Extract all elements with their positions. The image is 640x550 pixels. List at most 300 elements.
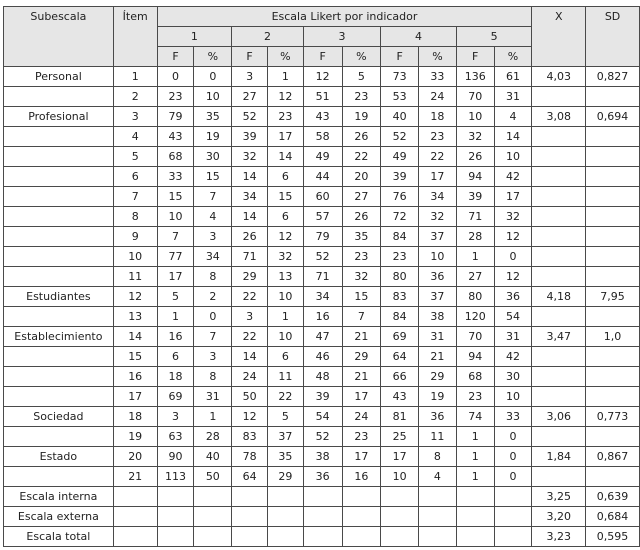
pct-cell-3: 16 [342, 467, 381, 487]
freq-cell-5: 120 [456, 307, 494, 327]
freq-cell-4: 84 [381, 227, 419, 247]
mean-cell: 1,84 [532, 447, 586, 467]
pct-cell-3: 35 [342, 227, 381, 247]
pct-cell-1: 3 [194, 347, 232, 367]
pct-cell-2: 1 [267, 67, 303, 87]
pct-cell-4: 11 [419, 427, 457, 447]
mean-cell [532, 127, 586, 147]
pct-cell-4: 34 [419, 187, 457, 207]
freq-cell-5: 10 [456, 107, 494, 127]
total-mean-cell: 3,25 [532, 487, 586, 507]
freq-cell-4: 64 [381, 347, 419, 367]
header-f-1: F [157, 47, 194, 67]
freq-cell-1: 69 [157, 387, 194, 407]
sd-cell [586, 207, 640, 227]
likert-results-table [3, 6, 640, 547]
pct-cell-4: 29 [419, 367, 457, 387]
pct-cell-2: 35 [267, 447, 303, 467]
freq-cell-1: 16 [157, 327, 194, 347]
table-row [4, 447, 640, 467]
item-cell: 17 [113, 387, 157, 407]
freq-cell-4: 81 [381, 407, 419, 427]
freq-cell-4: 76 [381, 187, 419, 207]
freq-cell-4: 40 [381, 107, 419, 127]
pct-cell-1: 2 [194, 287, 232, 307]
pct-cell-4: 31 [419, 327, 457, 347]
item-cell: 15 [113, 347, 157, 367]
freq-cell-3: 60 [303, 187, 342, 207]
pct-cell-3: 24 [342, 407, 381, 427]
freq-cell-3: 51 [303, 87, 342, 107]
sd-cell [586, 387, 640, 407]
freq-cell-2: 14 [232, 347, 268, 367]
mean-cell [532, 147, 586, 167]
freq-cell-3: 43 [303, 107, 342, 127]
freq-cell-3: 16 [303, 307, 342, 327]
pct-cell-5: 14 [494, 127, 532, 147]
freq-cell-5: 71 [456, 207, 494, 227]
freq-cell-5: 1 [456, 247, 494, 267]
pct-cell-5: 42 [494, 167, 532, 187]
sd-cell [586, 227, 640, 247]
pct-cell-5: 10 [494, 147, 532, 167]
empty-cell [419, 527, 457, 547]
header-pct-4: % [419, 47, 457, 67]
header-level-3: 3 [303, 27, 381, 47]
freq-cell-1: 15 [157, 187, 194, 207]
freq-cell-4: 84 [381, 307, 419, 327]
pct-cell-5: 0 [494, 247, 532, 267]
freq-cell-2: 32 [232, 147, 268, 167]
freq-cell-5: 136 [456, 67, 494, 87]
pct-cell-1: 7 [194, 327, 232, 347]
pct-cell-3: 26 [342, 127, 381, 147]
pct-cell-4: 37 [419, 287, 457, 307]
pct-cell-5: 36 [494, 287, 532, 307]
pct-cell-5: 33 [494, 407, 532, 427]
empty-cell [381, 507, 419, 527]
freq-cell-5: 70 [456, 87, 494, 107]
freq-cell-1: 1 [157, 307, 194, 327]
freq-cell-1: 17 [157, 267, 194, 287]
header-pct-2: % [267, 47, 303, 67]
freq-cell-1: 7 [157, 227, 194, 247]
empty-cell [267, 507, 303, 527]
empty-cell [456, 527, 494, 547]
freq-cell-5: 68 [456, 367, 494, 387]
pct-cell-4: 38 [419, 307, 457, 327]
empty-cell [157, 487, 194, 507]
freq-cell-5: 1 [456, 427, 494, 447]
freq-cell-2: 71 [232, 247, 268, 267]
subescala-cell [4, 347, 114, 367]
item-cell: 10 [113, 247, 157, 267]
freq-cell-5: 39 [456, 187, 494, 207]
item-cell: 9 [113, 227, 157, 247]
freq-cell-2: 52 [232, 107, 268, 127]
empty-cell [419, 507, 457, 527]
freq-cell-2: 29 [232, 267, 268, 287]
subescala-cell [4, 387, 114, 407]
total-row [4, 527, 640, 547]
header-f-3: F [303, 47, 342, 67]
pct-cell-3: 7 [342, 307, 381, 327]
table-row [4, 227, 640, 247]
pct-cell-4: 21 [419, 347, 457, 367]
freq-cell-4: 39 [381, 167, 419, 187]
empty-cell [157, 527, 194, 547]
table-row [4, 467, 640, 487]
sd-cell [586, 127, 640, 147]
pct-cell-2: 6 [267, 347, 303, 367]
pct-cell-2: 6 [267, 167, 303, 187]
table-row [4, 267, 640, 287]
empty-cell [113, 487, 157, 507]
freq-cell-3: 12 [303, 67, 342, 87]
freq-cell-4: 72 [381, 207, 419, 227]
empty-cell [342, 487, 381, 507]
empty-cell [342, 527, 381, 547]
empty-cell [494, 487, 532, 507]
pct-cell-1: 0 [194, 67, 232, 87]
pct-cell-3: 19 [342, 107, 381, 127]
sd-cell [586, 187, 640, 207]
header-f-2: F [232, 47, 268, 67]
sd-cell [586, 367, 640, 387]
sd-cell [586, 307, 640, 327]
freq-cell-4: 69 [381, 327, 419, 347]
freq-cell-5: 94 [456, 347, 494, 367]
empty-cell [342, 507, 381, 527]
table-row [4, 167, 640, 187]
table-row [4, 127, 640, 147]
pct-cell-5: 42 [494, 347, 532, 367]
freq-cell-3: 52 [303, 247, 342, 267]
item-cell: 3 [113, 107, 157, 127]
pct-cell-1: 1 [194, 407, 232, 427]
item-cell: 19 [113, 427, 157, 447]
header-level-2: 2 [232, 27, 304, 47]
subescala-cell [4, 247, 114, 267]
table-row [4, 347, 640, 367]
pct-cell-3: 17 [342, 387, 381, 407]
freq-cell-5: 74 [456, 407, 494, 427]
freq-cell-3: 38 [303, 447, 342, 467]
table-row [4, 67, 640, 87]
empty-cell [232, 507, 268, 527]
pct-cell-5: 0 [494, 467, 532, 487]
freq-cell-3: 58 [303, 127, 342, 147]
pct-cell-1: 34 [194, 247, 232, 267]
total-row [4, 507, 640, 527]
pct-cell-1: 8 [194, 367, 232, 387]
subescala-cell [4, 267, 114, 287]
freq-cell-5: 80 [456, 287, 494, 307]
pct-cell-3: 17 [342, 447, 381, 467]
header-f-4: F [381, 47, 419, 67]
freq-cell-1: 68 [157, 147, 194, 167]
item-cell: 1 [113, 67, 157, 87]
sd-cell: 0,867 [586, 447, 640, 467]
pct-cell-4: 36 [419, 267, 457, 287]
freq-cell-3: 46 [303, 347, 342, 367]
table-row [4, 367, 640, 387]
freq-cell-2: 22 [232, 327, 268, 347]
pct-cell-3: 5 [342, 67, 381, 87]
item-cell: 13 [113, 307, 157, 327]
freq-cell-3: 48 [303, 367, 342, 387]
freq-cell-4: 49 [381, 147, 419, 167]
header-escala-likert: Escala Likert por indicador [157, 7, 532, 27]
pct-cell-5: 54 [494, 307, 532, 327]
freq-cell-4: 52 [381, 127, 419, 147]
pct-cell-4: 36 [419, 407, 457, 427]
pct-cell-4: 4 [419, 467, 457, 487]
table-row [4, 387, 640, 407]
pct-cell-2: 32 [267, 247, 303, 267]
table-row [4, 247, 640, 267]
mean-cell: 4,18 [532, 287, 586, 307]
empty-cell [194, 527, 232, 547]
freq-cell-4: 10 [381, 467, 419, 487]
table-row [4, 147, 640, 167]
freq-cell-5: 32 [456, 127, 494, 147]
pct-cell-3: 32 [342, 267, 381, 287]
freq-cell-2: 22 [232, 287, 268, 307]
pct-cell-3: 23 [342, 87, 381, 107]
empty-cell [303, 527, 342, 547]
empty-cell [267, 487, 303, 507]
sd-cell: 0,773 [586, 407, 640, 427]
freq-cell-2: 78 [232, 447, 268, 467]
freq-cell-3: 36 [303, 467, 342, 487]
header-x: X [532, 7, 586, 67]
freq-cell-1: 63 [157, 427, 194, 447]
pct-cell-1: 7 [194, 187, 232, 207]
header-pct-5: % [494, 47, 532, 67]
mean-cell: 3,08 [532, 107, 586, 127]
pct-cell-4: 17 [419, 167, 457, 187]
mean-cell [532, 427, 586, 447]
mean-cell [532, 227, 586, 247]
pct-cell-3: 26 [342, 207, 381, 227]
empty-cell [381, 487, 419, 507]
total-sd-cell: 0,684 [586, 507, 640, 527]
total-label: Escala total [4, 527, 114, 547]
pct-cell-2: 6 [267, 207, 303, 227]
freq-cell-3: 54 [303, 407, 342, 427]
sd-cell [586, 467, 640, 487]
freq-cell-1: 33 [157, 167, 194, 187]
header-pct-3: % [342, 47, 381, 67]
mean-cell: 3,47 [532, 327, 586, 347]
mean-cell [532, 87, 586, 107]
freq-cell-2: 27 [232, 87, 268, 107]
sd-cell: 1,0 [586, 327, 640, 347]
freq-cell-5: 94 [456, 167, 494, 187]
sd-cell [586, 147, 640, 167]
header-level-4: 4 [381, 27, 457, 47]
freq-cell-1: 6 [157, 347, 194, 367]
item-cell: 16 [113, 367, 157, 387]
subescala-cell [4, 367, 114, 387]
freq-cell-4: 80 [381, 267, 419, 287]
pct-cell-1: 15 [194, 167, 232, 187]
mean-cell [532, 247, 586, 267]
freq-cell-1: 77 [157, 247, 194, 267]
freq-cell-1: 43 [157, 127, 194, 147]
empty-cell [456, 487, 494, 507]
sd-cell: 0,694 [586, 107, 640, 127]
empty-cell [113, 507, 157, 527]
total-sd-cell: 0,595 [586, 527, 640, 547]
item-cell: 6 [113, 167, 157, 187]
mean-cell [532, 207, 586, 227]
freq-cell-4: 66 [381, 367, 419, 387]
item-cell: 12 [113, 287, 157, 307]
freq-cell-3: 71 [303, 267, 342, 287]
header-sd: SD [586, 7, 640, 67]
empty-cell [303, 487, 342, 507]
pct-cell-3: 21 [342, 327, 381, 347]
pct-cell-4: 22 [419, 147, 457, 167]
pct-cell-4: 18 [419, 107, 457, 127]
pct-cell-4: 23 [419, 127, 457, 147]
header-level-1: 1 [157, 27, 232, 47]
item-cell: 21 [113, 467, 157, 487]
pct-cell-5: 32 [494, 207, 532, 227]
pct-cell-5: 4 [494, 107, 532, 127]
freq-cell-4: 83 [381, 287, 419, 307]
pct-cell-3: 29 [342, 347, 381, 367]
pct-cell-1: 31 [194, 387, 232, 407]
pct-cell-2: 1 [267, 307, 303, 327]
freq-cell-2: 3 [232, 67, 268, 87]
pct-cell-3: 22 [342, 147, 381, 167]
empty-cell [232, 487, 268, 507]
freq-cell-3: 44 [303, 167, 342, 187]
subescala-cell [4, 427, 114, 447]
pct-cell-2: 10 [267, 327, 303, 347]
pct-cell-3: 20 [342, 167, 381, 187]
freq-cell-2: 39 [232, 127, 268, 147]
mean-cell [532, 267, 586, 287]
pct-cell-2: 13 [267, 267, 303, 287]
pct-cell-2: 17 [267, 127, 303, 147]
subescala-cell: Estudiantes [4, 287, 114, 307]
freq-cell-1: 113 [157, 467, 194, 487]
pct-cell-1: 10 [194, 87, 232, 107]
pct-cell-2: 12 [267, 87, 303, 107]
freq-cell-2: 83 [232, 427, 268, 447]
empty-cell [194, 507, 232, 527]
header-f-5: F [456, 47, 494, 67]
empty-cell [419, 487, 457, 507]
pct-cell-1: 19 [194, 127, 232, 147]
freq-cell-1: 3 [157, 407, 194, 427]
freq-cell-2: 64 [232, 467, 268, 487]
freq-cell-5: 1 [456, 467, 494, 487]
subescala-cell [4, 207, 114, 227]
item-cell: 4 [113, 127, 157, 147]
freq-cell-3: 57 [303, 207, 342, 227]
pct-cell-2: 15 [267, 187, 303, 207]
pct-cell-3: 23 [342, 247, 381, 267]
mean-cell [532, 387, 586, 407]
freq-cell-2: 12 [232, 407, 268, 427]
freq-cell-2: 50 [232, 387, 268, 407]
freq-cell-3: 49 [303, 147, 342, 167]
freq-cell-2: 14 [232, 167, 268, 187]
table-row [4, 187, 640, 207]
freq-cell-5: 27 [456, 267, 494, 287]
pct-cell-2: 14 [267, 147, 303, 167]
sd-cell: 0,827 [586, 67, 640, 87]
freq-cell-1: 90 [157, 447, 194, 467]
pct-cell-2: 12 [267, 227, 303, 247]
table-row [4, 87, 640, 107]
pct-cell-1: 35 [194, 107, 232, 127]
sd-cell [586, 87, 640, 107]
mean-cell [532, 167, 586, 187]
pct-cell-1: 3 [194, 227, 232, 247]
item-cell: 7 [113, 187, 157, 207]
empty-cell [113, 527, 157, 547]
freq-cell-1: 23 [157, 87, 194, 107]
pct-cell-5: 10 [494, 387, 532, 407]
freq-cell-4: 17 [381, 447, 419, 467]
empty-cell [494, 527, 532, 547]
pct-cell-4: 32 [419, 207, 457, 227]
pct-cell-2: 37 [267, 427, 303, 447]
pct-cell-5: 61 [494, 67, 532, 87]
pct-cell-5: 31 [494, 327, 532, 347]
freq-cell-1: 18 [157, 367, 194, 387]
subescala-cell [4, 307, 114, 327]
header-row-main [4, 7, 640, 27]
empty-cell [381, 527, 419, 547]
subescala-cell [4, 227, 114, 247]
table-row [4, 427, 640, 447]
sd-cell [586, 347, 640, 367]
total-row [4, 487, 640, 507]
freq-cell-2: 14 [232, 207, 268, 227]
pct-cell-1: 28 [194, 427, 232, 447]
item-cell: 5 [113, 147, 157, 167]
pct-cell-3: 21 [342, 367, 381, 387]
freq-cell-1: 10 [157, 207, 194, 227]
pct-cell-5: 0 [494, 427, 532, 447]
total-label: Escala interna [4, 487, 114, 507]
header-level-5: 5 [456, 27, 532, 47]
table-row [4, 307, 640, 327]
pct-cell-1: 50 [194, 467, 232, 487]
total-mean-cell: 3,20 [532, 507, 586, 527]
mean-cell [532, 367, 586, 387]
freq-cell-3: 34 [303, 287, 342, 307]
subescala-cell [4, 127, 114, 147]
freq-cell-1: 0 [157, 67, 194, 87]
table-row [4, 327, 640, 347]
pct-cell-2: 23 [267, 107, 303, 127]
subescala-cell [4, 187, 114, 207]
subescala-cell [4, 467, 114, 487]
freq-cell-2: 3 [232, 307, 268, 327]
pct-cell-5: 17 [494, 187, 532, 207]
header-item: Ítem [113, 7, 157, 67]
pct-cell-2: 5 [267, 407, 303, 427]
pct-cell-4: 24 [419, 87, 457, 107]
